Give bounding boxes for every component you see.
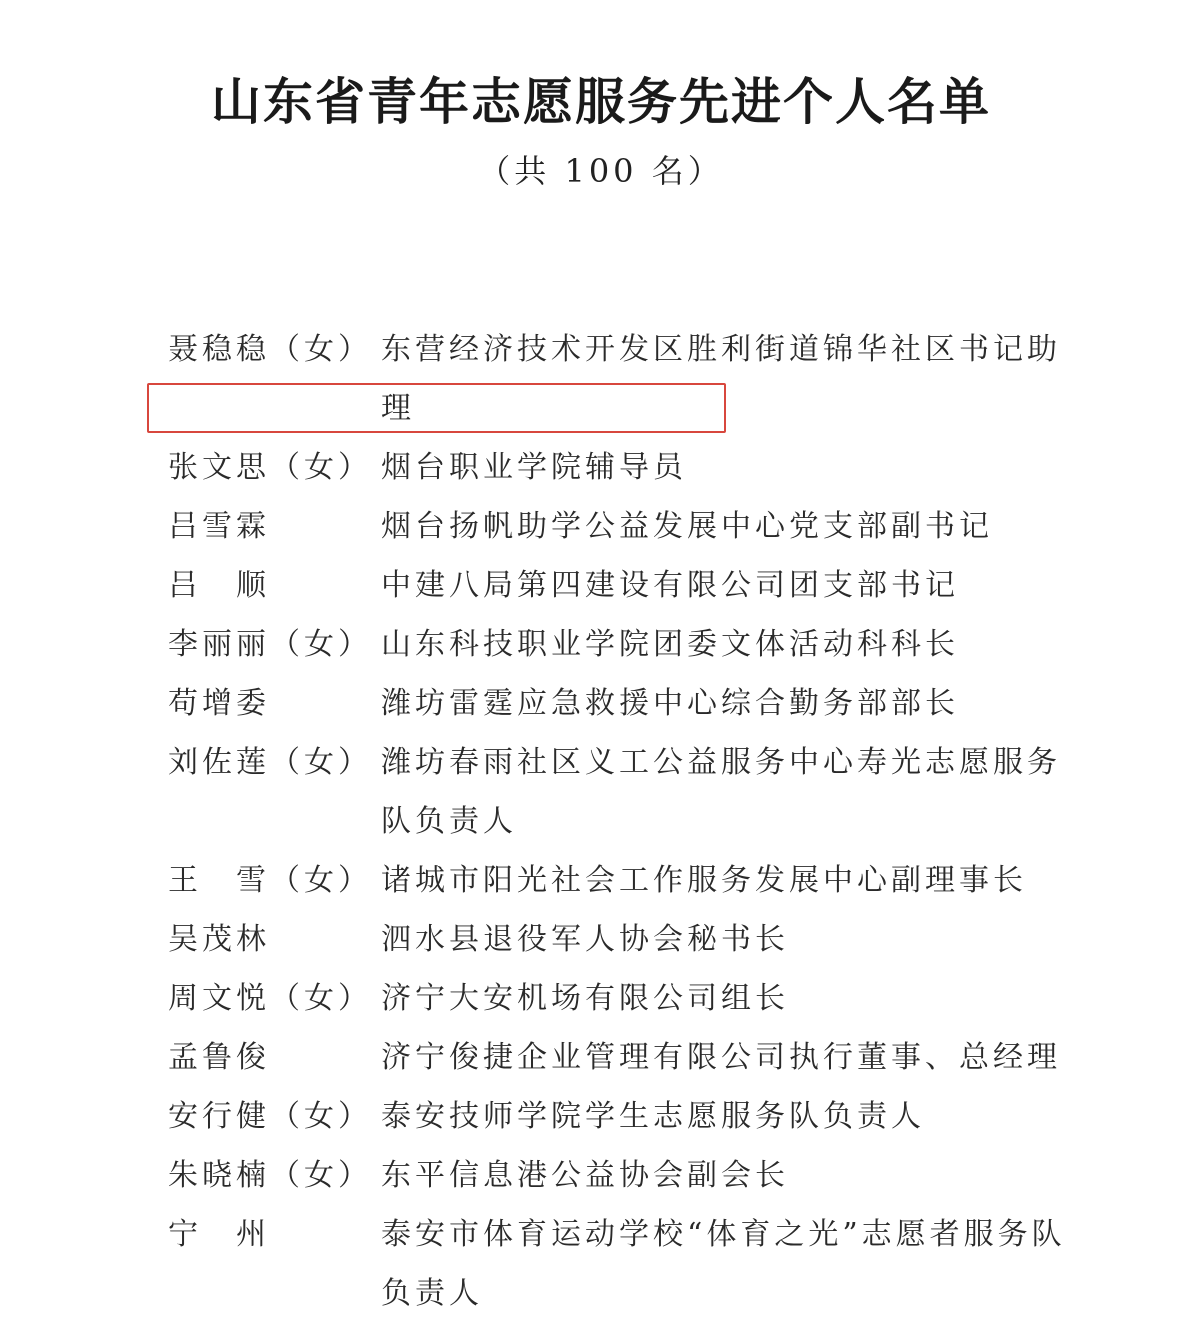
list-item <box>168 1028 1128 1087</box>
list-item <box>168 733 1128 851</box>
honoree-name: 吕 顺 <box>168 568 270 603</box>
list-item <box>168 497 1128 556</box>
list-item <box>168 615 1128 674</box>
honoree-position: 泰安技师学院学生志愿服务队负责人 <box>381 1099 925 1134</box>
honoree-name: 孟鲁俊 <box>168 1040 270 1075</box>
honoree-position: 烟台职业学院辅导员 <box>381 450 687 485</box>
honoree-position: 东平信息港公益协会副会长 <box>381 1158 789 1193</box>
honoree-position: 中建八局第四建设有限公司团支部书记 <box>381 568 959 603</box>
list-item <box>168 1087 1128 1146</box>
honoree-name: 周文悦（女） <box>168 981 372 1016</box>
honoree-position: 泗水县退役军人协会秘书长 <box>381 922 789 957</box>
list-item <box>168 674 1128 733</box>
list-item <box>168 438 1128 497</box>
honoree-position: 烟台扬帆助学公益发展中心党支部副书记 <box>381 509 993 544</box>
honoree-name: 朱晓楠（女） <box>168 1158 372 1193</box>
honoree-name: 张文思（女） <box>168 450 372 485</box>
honoree-name: 宁 州 <box>168 1217 270 1252</box>
honoree-name: 苟增委 <box>168 686 270 721</box>
honoree-position: 济宁俊捷企业管理有限公司执行董事、总经理 <box>381 1040 1061 1075</box>
honoree-name: 李丽丽（女） <box>168 627 372 662</box>
list-item <box>168 556 1128 615</box>
honoree-position: 潍坊春雨社区义工公益服务中心寿光志愿服务队负责人 <box>381 745 1061 839</box>
honoree-list <box>168 320 1128 1323</box>
honoree-position: 泰安市体育运动学校“体育之光”志愿者服务队负责人 <box>381 1217 1066 1311</box>
honoree-name: 聂稳稳（女） <box>168 332 372 367</box>
list-item <box>168 851 1128 910</box>
honoree-name: 安行健（女） <box>168 1099 372 1134</box>
document-title: 山东省青年志愿服务先进个人名单 <box>211 72 991 131</box>
honoree-position: 济宁大安机场有限公司组长 <box>381 981 789 1016</box>
honoree-name: 王 雪（女） <box>168 863 372 898</box>
honoree-position: 东营经济技术开发区胜利街道锦华社区书记助理 <box>381 332 1061 426</box>
honoree-position: 诸城市阳光社会工作服务发展中心副理事长 <box>381 863 1027 898</box>
highlight-box <box>147 383 726 433</box>
document-subtitle: （共 100 名） <box>478 152 724 190</box>
honoree-name: 吕雪霖 <box>168 509 270 544</box>
honoree-name: 吴茂林 <box>168 922 270 957</box>
list-item <box>168 1146 1128 1205</box>
list-item <box>168 969 1128 1028</box>
honoree-position: 山东科技职业学院团委文体活动科科长 <box>381 627 959 662</box>
honoree-position: 潍坊雷霆应急救援中心综合勤务部部长 <box>381 686 959 721</box>
list-item <box>168 910 1128 969</box>
honoree-name: 刘佐莲（女） <box>168 745 372 780</box>
list-item <box>168 1205 1128 1323</box>
